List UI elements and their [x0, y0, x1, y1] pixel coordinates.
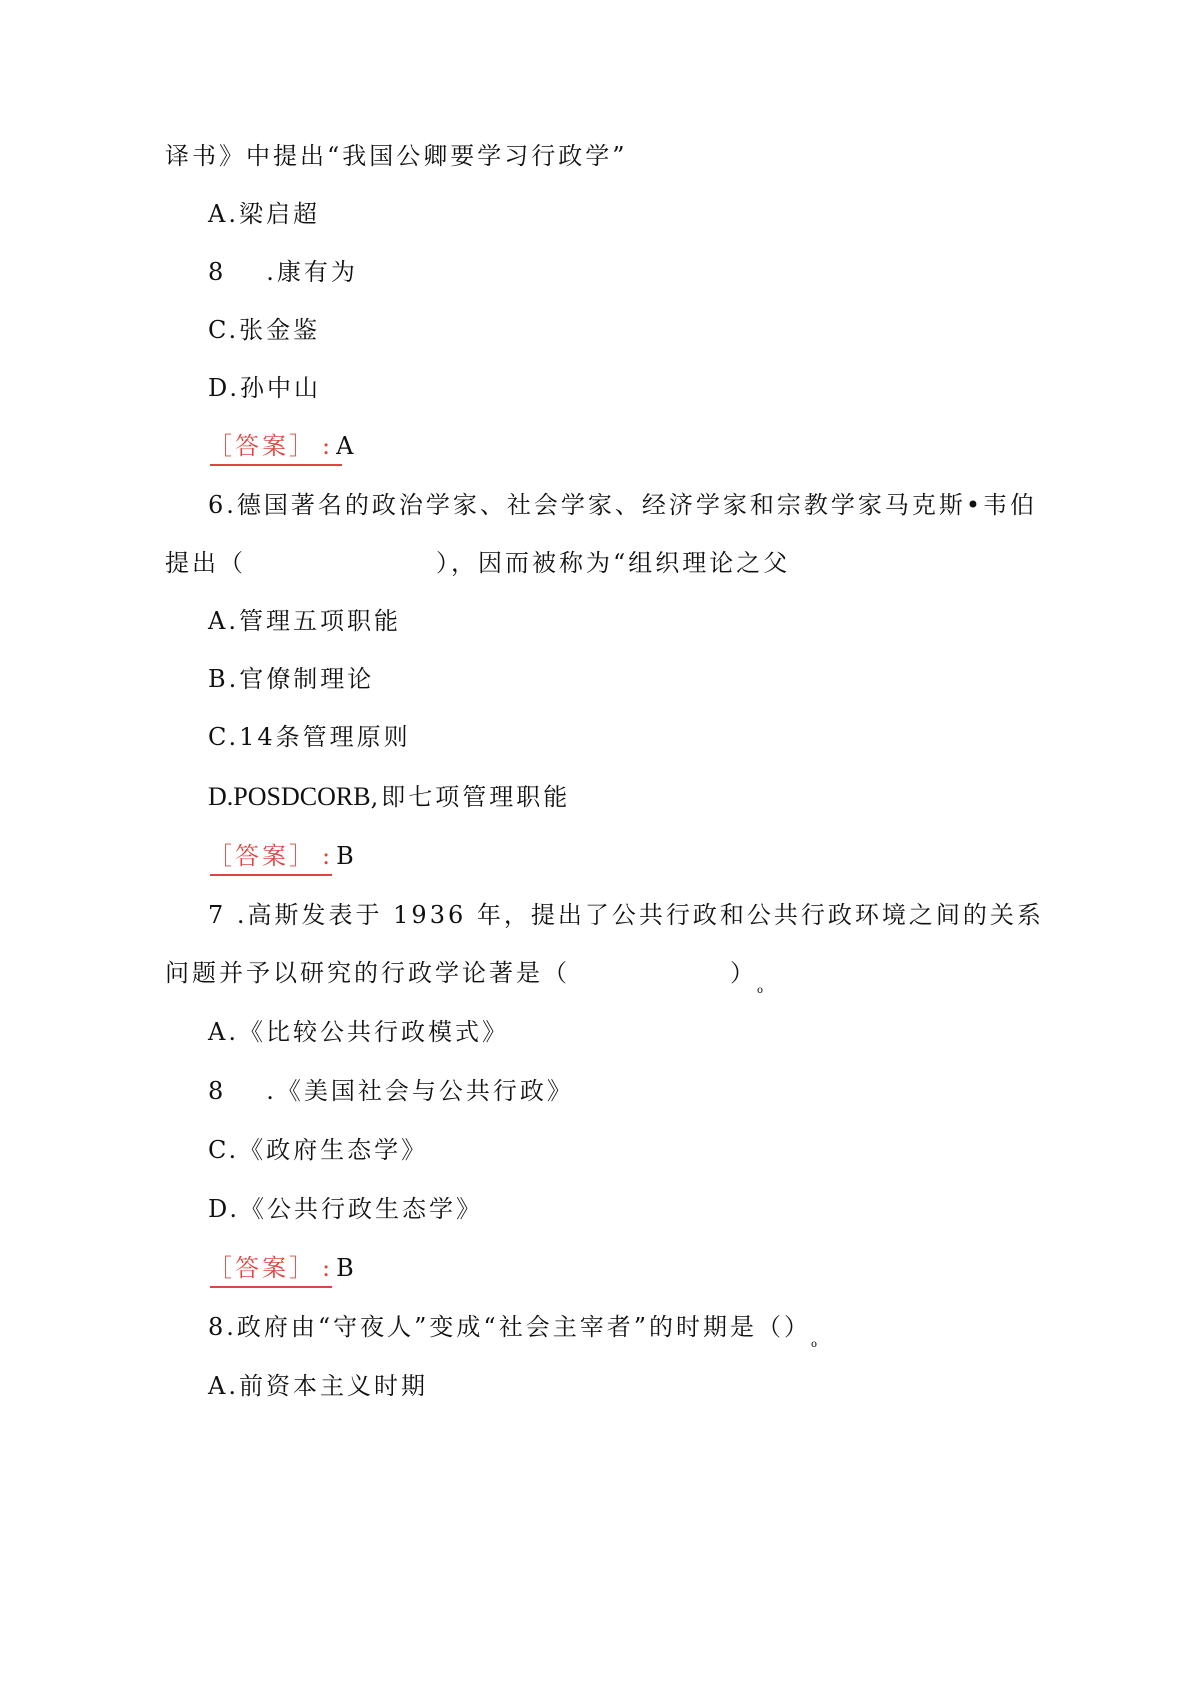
q7-answer	[208, 1252, 354, 1284]
q7-option-a: A.《比较公共行政模式》	[208, 1018, 509, 1046]
q5-option-b	[208, 256, 358, 288]
q7-option-c: C.《政府生态学》	[208, 1136, 429, 1164]
q6-stem-part-b: ），因而被称为“组织理论之父	[436, 549, 791, 577]
q5-option-d: D.孙中山	[208, 374, 322, 402]
q6-answer	[208, 840, 354, 872]
q7-stem-part-b: ）	[730, 959, 757, 987]
q7-stem-part-a: 问题并予以研究的行政学论著是（	[165, 959, 570, 987]
answer-underline	[210, 874, 332, 876]
answer-label: ［答案］	[208, 1254, 316, 1282]
q8-stem-text: 8.政府由“守夜人”变成“社会主宰者”的时期是（）	[208, 1313, 811, 1341]
q5-option-c: C.张金鉴	[208, 316, 321, 344]
q5-option-b-number: 8	[208, 258, 227, 286]
q6-option-d-acronym: OSDCORB	[247, 782, 371, 811]
q5-option-a: A.梁启超	[208, 200, 320, 228]
answer-label: ［答案］	[208, 842, 316, 870]
answer-underline	[210, 1286, 332, 1288]
q6-option-b: B.官僚制理论	[208, 665, 375, 693]
answer-value: A	[336, 432, 354, 460]
q7-option-d: D.《公共行政生态学》	[208, 1195, 484, 1223]
q6-option-c: C.14条管理原则	[208, 723, 411, 751]
answer-value: B	[336, 842, 354, 870]
q5-option-b-text: .康有为	[266, 258, 358, 286]
q6-option-d-prefix: D.	[208, 782, 234, 811]
q7-stem-line-2	[165, 957, 766, 1007]
q7-option-b	[208, 1075, 574, 1107]
q6-option-d-text: ,即七项管理职能	[370, 783, 571, 811]
q8-period-mark: o	[810, 1339, 821, 1350]
q8-option-a: A.前资本主义时期	[208, 1372, 428, 1400]
q7-stem-line-1: 7 .高斯发表于 1936 年，提出了公共行政和公共行政环境之间的关系	[208, 901, 1044, 929]
answer-label: ［答案］	[208, 432, 316, 460]
q6-stem-line-1: 6.德国著名的政治学家、社会学家、经济学家和宗教学家马克斯•韦伯	[208, 491, 1038, 519]
q5-answer	[208, 430, 353, 462]
answer-colon: :	[322, 842, 331, 870]
q7-option-b-text: .《美国社会与公共行政》	[266, 1077, 574, 1105]
q6-option-a: A.管理五项职能	[208, 607, 401, 635]
q6-stem-part-a: 提出（	[165, 549, 246, 577]
answer-colon: :	[322, 432, 331, 460]
q6-option-d-cap: P	[233, 782, 248, 811]
q6-option-d	[208, 781, 570, 813]
q7-period-mark: o	[757, 985, 767, 996]
answer-colon: :	[322, 1254, 331, 1282]
q7-option-b-number: 8	[208, 1077, 227, 1105]
q6-stem-line-2	[165, 547, 790, 579]
answer-underline	[210, 464, 342, 466]
question-text-continuation: 译书》中提出“我国公卿要学习行政学”	[165, 142, 628, 170]
answer-value: B	[336, 1254, 354, 1282]
q8-stem-line-1	[208, 1311, 820, 1361]
